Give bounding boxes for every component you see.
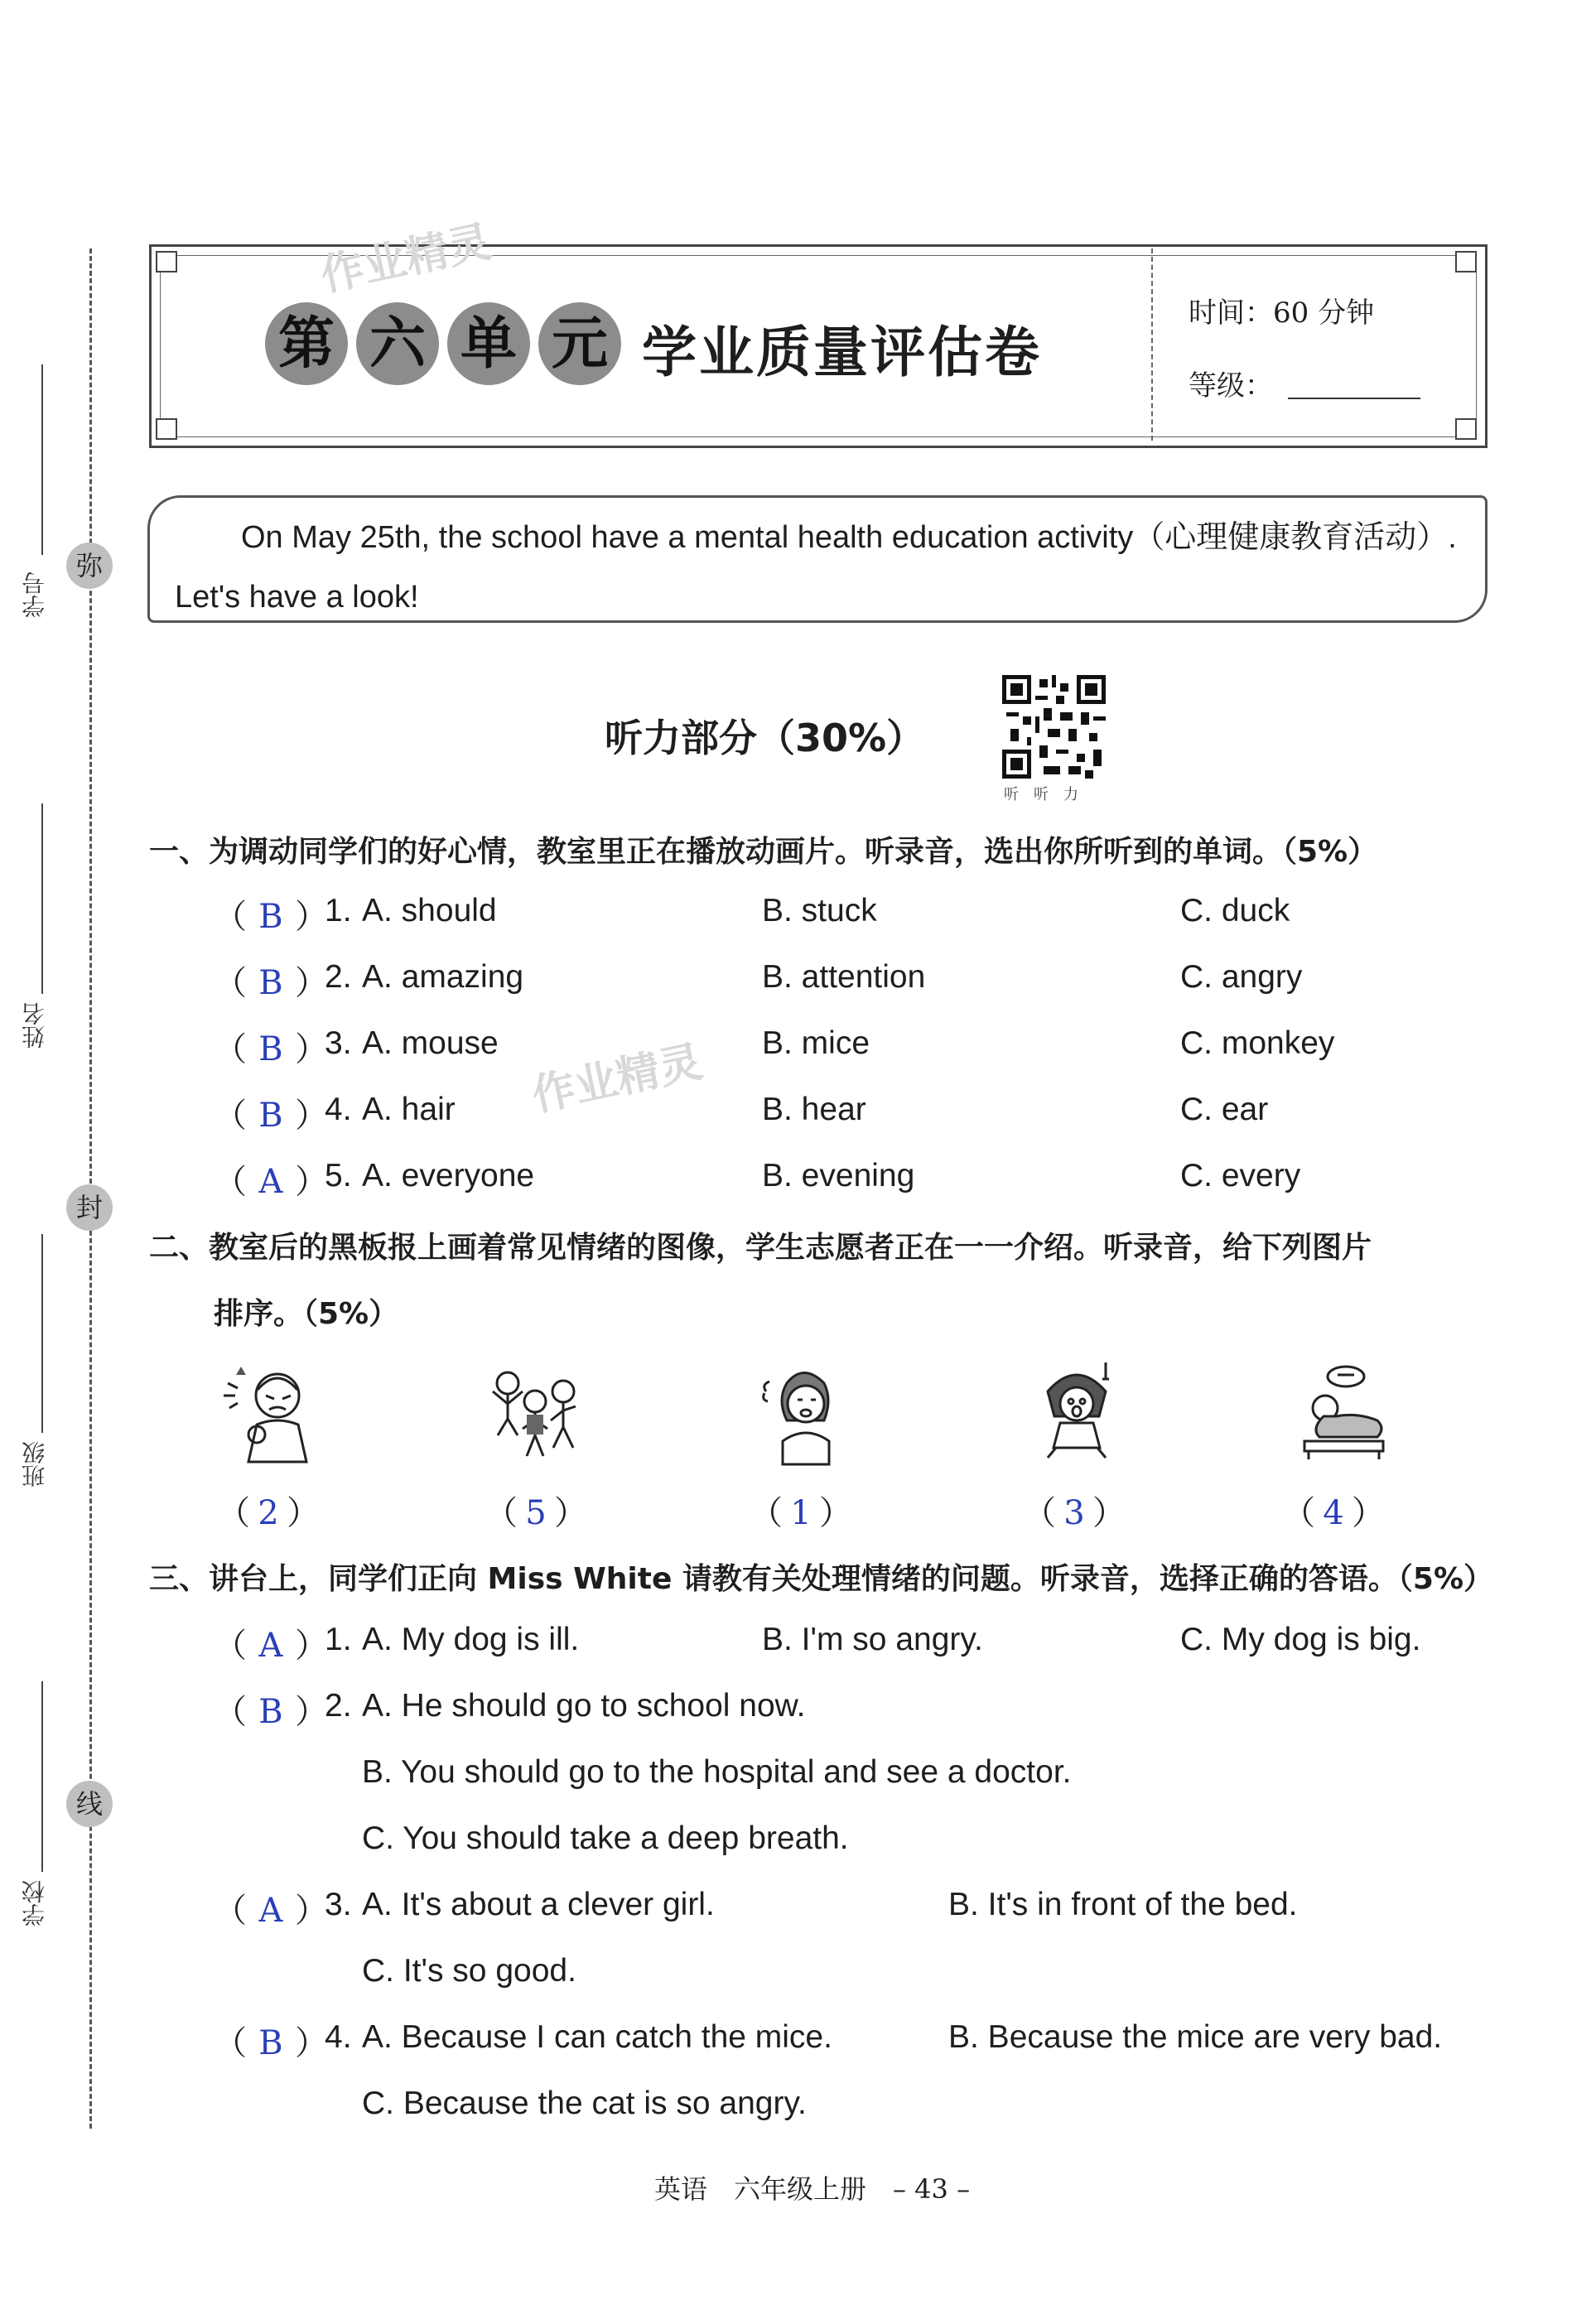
answer-value: B	[258, 2024, 283, 2062]
option-b: B. stuck	[762, 893, 877, 928]
answer-paren: （ B ）	[214, 1030, 328, 1068]
seal-circle-feng: 封	[66, 1184, 113, 1231]
crying-girl-image	[750, 1358, 857, 1466]
question-number: 1.	[325, 893, 352, 928]
scared-girl-image	[1023, 1358, 1131, 1466]
question-number: 4.	[325, 1092, 352, 1127]
option-b: B. evening	[762, 1158, 915, 1193]
option-c: C. monkey	[1180, 1025, 1335, 1061]
answer-paren: （ B ）	[214, 964, 328, 1002]
answer-paren: （ A ）	[214, 1627, 328, 1665]
answer-value: B	[258, 1693, 283, 1731]
question-number: 3.	[325, 1025, 352, 1061]
picture-order-paren: （ 3 ）	[1023, 1494, 1126, 1532]
option-b: B. You should go to the hospital and see a doctor.	[362, 1754, 1072, 1790]
seal-circle-xian: 线	[66, 1781, 113, 1827]
intro-box	[147, 495, 1488, 623]
option-c: C. Because the cat is so angry.	[362, 2086, 807, 2121]
happy-kids-image	[479, 1358, 586, 1466]
option-c: C. It's so good.	[362, 1953, 576, 1989]
grade-label: 等级：	[1189, 369, 1273, 403]
option-a: A. It's about a clever girl.	[362, 1887, 715, 1922]
option-a: A. amazing	[362, 959, 524, 995]
banner-corner	[1455, 418, 1477, 440]
picture-order-paren: （ 4 ）	[1282, 1494, 1385, 1532]
picture-order-value: 3	[1063, 1494, 1085, 1532]
option-c: C. You should take a deep breath.	[362, 1820, 849, 1856]
watermark-top: 作业精灵	[316, 216, 496, 301]
answer-paren: （ B ）	[214, 2024, 328, 2062]
section2-title-cont: 排序。（5%）	[214, 1297, 399, 1331]
seal-circle-mi: 弥	[66, 542, 113, 589]
answer-paren: （ A ）	[214, 1892, 328, 1930]
question-number: 4.	[325, 2019, 352, 2055]
time-label: 时间：60 分钟	[1189, 297, 1375, 330]
option-a: A. should	[362, 893, 497, 928]
option-b: B. mice	[762, 1025, 870, 1061]
title-char-3: 单	[447, 302, 530, 385]
picture-order-value: 2	[258, 1494, 279, 1532]
answer-paren: （ B ）	[214, 1693, 328, 1731]
answer-paren: （ B ）	[214, 898, 328, 936]
watermark-middle: 作业精灵	[528, 1036, 707, 1121]
section3-title: 三、讲台上，同学们正向 Miss White 请教有关处理情绪的问题。听录音，选择正确的答语。（5%）	[149, 1562, 1494, 1596]
option-a: A. hair	[362, 1092, 456, 1127]
banner-divider	[1151, 248, 1153, 441]
name-label: 姓名	[21, 1002, 48, 1049]
qr-code-icon[interactable]	[1002, 675, 1106, 779]
answer-paren: （ A ）	[214, 1163, 328, 1201]
option-c: C. angry	[1180, 959, 1303, 995]
picture-order-paren: （ 5 ）	[485, 1494, 587, 1532]
option-c: C. ear	[1180, 1092, 1269, 1127]
qr-caption: 听听力	[1004, 786, 1093, 803]
option-c: C. every	[1180, 1158, 1301, 1193]
option-c: C. duck	[1180, 893, 1290, 928]
class-blank	[41, 1234, 43, 1433]
name-blank	[41, 803, 43, 994]
school-label: 学校	[21, 1880, 48, 1926]
option-b: B. I'm so angry.	[762, 1622, 983, 1657]
intro-text: On May 25th, the school have a mental health education activity（心理健康教育活动）. Let's have a look!	[175, 520, 1457, 615]
title-char-1: 第	[265, 302, 348, 385]
angry-boy-image	[211, 1358, 319, 1466]
answer-paren: （ B ）	[214, 1097, 328, 1135]
student-id-blank	[41, 364, 43, 555]
option-c: C. My dog is big.	[1180, 1622, 1421, 1657]
question-number: 1.	[325, 1622, 352, 1657]
sick-person-image	[1288, 1358, 1396, 1466]
section1-title: 一、为调动同学们的好心情，教室里正在播放动画片。听录音，选出你所听到的单词。（5%）	[149, 835, 1378, 869]
answer-value: A	[258, 1163, 283, 1201]
option-a: A. mouse	[362, 1025, 499, 1061]
answer-value: B	[258, 898, 283, 936]
option-a: A. My dog is ill.	[362, 1622, 580, 1657]
option-b: B. attention	[762, 959, 926, 995]
school-blank	[41, 1681, 43, 1872]
option-a: A. everyone	[362, 1158, 535, 1193]
picture-order-value: 1	[790, 1494, 812, 1532]
picture-order-paren: （ 1 ）	[750, 1494, 852, 1532]
banner-corner	[156, 418, 177, 440]
option-b: B. It's in front of the bed.	[948, 1887, 1298, 1922]
option-a: A. He should go to school now.	[362, 1688, 806, 1724]
title-char-4: 元	[538, 302, 621, 385]
option-b: B. hear	[762, 1092, 866, 1127]
answer-value: B	[258, 1030, 283, 1068]
question-number: 5.	[325, 1158, 352, 1193]
question-number: 2.	[325, 1688, 352, 1724]
answer-value: A	[258, 1627, 283, 1665]
title-char-2: 六	[356, 302, 439, 385]
question-number: 2.	[325, 959, 352, 995]
answer-value: A	[258, 1892, 283, 1930]
option-b: B. Because the mice are very bad.	[948, 2019, 1443, 2055]
student-id-label: 学号	[21, 571, 48, 618]
class-label: 班级	[21, 1441, 48, 1488]
question-number: 3.	[325, 1887, 352, 1922]
picture-order-value: 4	[1323, 1494, 1344, 1532]
listening-heading: 听力部分（30%）	[605, 716, 925, 760]
picture-order-value: 5	[525, 1494, 547, 1532]
banner-corner	[156, 251, 177, 272]
picture-order-paren: （ 2 ）	[217, 1494, 320, 1532]
page-title: 学业质量评估卷	[642, 320, 1042, 384]
option-a: A. Because I can catch the mice.	[362, 2019, 832, 2055]
page-footer: 英语 六年级上册 – 43 –	[654, 2173, 971, 2205]
grade-blank	[1288, 398, 1420, 399]
answer-value: B	[258, 1097, 283, 1135]
section2-title: 二、教室后的黑板报上画着常见情绪的图像，学生志愿者正在一一介绍。听录音，给下列图片	[149, 1231, 1372, 1265]
banner-corner	[1455, 251, 1477, 272]
answer-value: B	[258, 964, 283, 1002]
